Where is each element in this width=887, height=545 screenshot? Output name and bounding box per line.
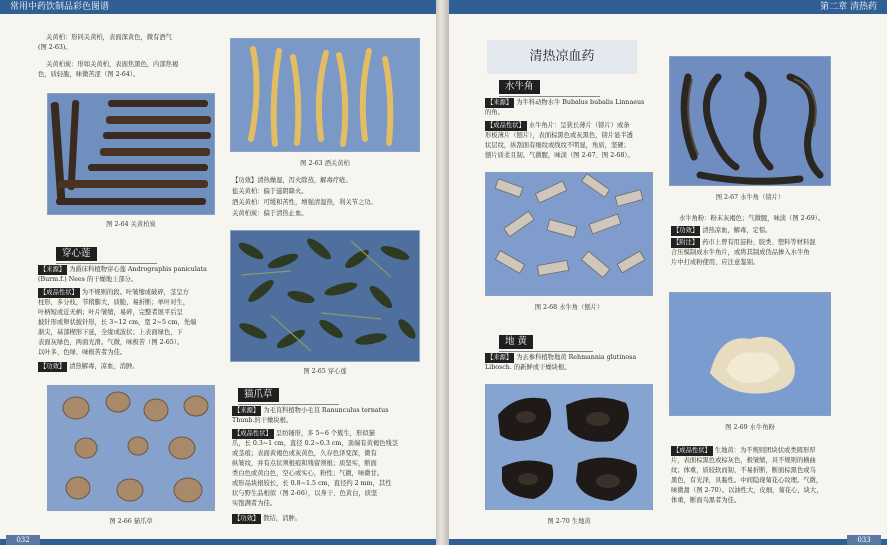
caption-fig-2-64: 图 2-64 关黄柏炭	[106, 221, 156, 228]
category-title: 清热凉血药	[487, 40, 637, 74]
caption-fig-2-63: 图 2-63 酒关黄柏	[300, 160, 350, 167]
trait-line: 片，表面棕黑色或棕灰色，极皱缩，具不规则的横曲	[671, 457, 816, 464]
effect-line: 关黄柏炭：偏于清热止血。	[232, 210, 308, 217]
heading-rehmannia: 地 黄	[499, 335, 533, 349]
note-line: 合压模制成水牛角片，或将其制成伪品掺入水牛角	[671, 249, 810, 256]
intro-line: 关黄柏：形同关黄柏，表面深黄色，微有酒气	[46, 34, 172, 41]
left-footer-bar	[0, 539, 436, 545]
caption-fig-2-70: 图 2-70 生地黄	[547, 518, 591, 525]
trait-line: 或茎痕；表面黄褐色或灰黄色，久存色泽变深，微有	[232, 450, 377, 457]
left-page-number: 032	[6, 535, 40, 545]
photo-buffalo-horn-powder	[669, 292, 831, 416]
intro-line: 色，质轻脆，味微苦涩（图 2-64）。	[38, 71, 140, 78]
effect-line: 盐关黄柏：偏于滋阴降火。	[232, 188, 308, 195]
photo-buffalo-horn-slices	[669, 56, 831, 186]
photo-wine-phellodendron	[230, 38, 420, 152]
label-source: 【来源】	[487, 354, 513, 361]
label-trait: 【成品性状】	[487, 122, 525, 129]
caption-fig-2-68: 图 2-68 水牛角（刨片）	[534, 304, 604, 311]
heading-radix-ranunculi: 猫爪草	[238, 388, 279, 402]
powder-line: 水牛角粉：粉末灰褐色；气微腥，味淡（图 2-69）。	[679, 215, 825, 222]
left-running-header: 常用中药饮制品彩色图谱	[0, 0, 436, 14]
source-line: 为玄参科植物地黄 Rehmannia glutinosa	[516, 354, 637, 361]
trait-line: 生地黄：为不规则团块状或类圆形厚	[714, 447, 816, 454]
trait-line: 表面灰绿色，两面光滑。气微，味极苦（图 2-65）。	[38, 339, 184, 346]
trait-line: 水牛角片：呈狭长薄片（镑片）或条	[528, 122, 630, 129]
photo-radix-ranunculi	[47, 385, 215, 511]
trait-line: 或形品块根较长，长 0.8~1.5 cm，直径约 2 mm，其性	[232, 480, 392, 487]
trait-line: 柱形，多分枝，节稍膨大，质脆，易折断；单叶对生，	[38, 299, 190, 306]
label-trait: 【成品性状】	[673, 447, 711, 454]
caption-fig-2-65: 图 2-65 穿心莲	[303, 368, 347, 375]
book-spine	[436, 0, 449, 545]
note-line: 片中打成粉使用，应注意鉴别。	[671, 259, 760, 266]
photo-rehmannia	[485, 384, 653, 510]
source-line: 的角。	[485, 109, 504, 116]
trait-line: 呈纺锤形，多 5~6 个簇生，形似猫	[275, 430, 375, 437]
note-line: 药市上曾有用淀粉、胶类、塑料等材料混	[702, 239, 816, 246]
trait-line: 纵皱纹，并有点状须根痕和残留须根；质坚实，断面	[232, 460, 377, 467]
label-source: 【来源】	[40, 266, 66, 273]
trait-line: 纹；体重，质较软而韧，不易折断，断面棕黑色或乌	[671, 467, 816, 474]
heading-buffalo-horn: 水牛角	[499, 80, 540, 94]
heading-andrographis: 穿心莲	[56, 247, 97, 261]
photo-andrographis	[230, 230, 420, 362]
source-line: Libosch. 的新鲜或干燥块根。	[485, 364, 571, 371]
label-trait: 【成品性状】	[40, 289, 78, 296]
label-effect: 【功效】	[673, 227, 699, 234]
intro-line: 关黄柏炭：形如关黄柏，表面焦黑色，内部焦褐	[46, 61, 179, 68]
effect-text: 散结，消肿。	[263, 515, 301, 522]
source-line: Thunb.的干燥块根。	[232, 417, 293, 424]
intro-line: (图 2-63)。	[38, 44, 72, 51]
caption-fig-2-66: 图 2-66 猫爪草	[109, 518, 153, 525]
label-trait: 【成品性状】	[234, 430, 272, 437]
right-page	[449, 0, 887, 545]
effect-line: 【功效】清热燥湿，泻火除蒸，解毒疗疮。	[232, 177, 352, 184]
label-source: 【来源】	[487, 99, 513, 106]
label-source: 【来源】	[234, 407, 260, 414]
source-line: 为牛科动物水牛 Bubalus bubalis Linnaeus	[516, 99, 645, 106]
right-footer-bar	[449, 539, 887, 545]
trait-line: 状与野生品相似（图 2-66），以身干、色黄白，质坚	[232, 490, 378, 497]
caption-fig-2-67: 图 2-67 水牛角（镑片）	[715, 194, 785, 201]
trait-line: 以叶多、色绿、味极苦者为佳。	[38, 349, 127, 356]
trait-line: 为不规则的段。叶皱缩或破碎，茎呈方	[81, 289, 189, 296]
right-page-number: 033	[847, 535, 881, 545]
label-effect: 【功效】	[40, 363, 66, 370]
source-line: (Burm.f.) Nees 的干燥地上部分。	[38, 276, 138, 283]
source-line: 为爵床科植物穿心莲 Andrographis paniculata	[69, 266, 207, 273]
source-line: 为毛茛科植物小毛茛 Ranunculus ternatus	[263, 407, 389, 414]
photo-charred-phellodendron	[47, 93, 215, 215]
trait-line: 刨片质柔且韧。气微腥，味淡（图 2-67、图 2-68）。	[485, 152, 634, 159]
trait-line: 黑色，有光泽，具黏性。中间隐现菊花心纹理。气微，	[671, 477, 823, 484]
trait-line: 渐尖，基部楔形下延，全缘或波状；上表面绿色，下	[38, 329, 183, 336]
trait-line: 味微甜（图 2-70）。以油性大，皮细，菊花心，块大，	[671, 487, 823, 494]
effect-line: 酒关黄柏：可缓和苦性，增强清湿热，利关节之功。	[232, 199, 377, 206]
label-note: 【附注】	[673, 239, 699, 246]
caption-fig-2-69: 图 2-69 水牛角粉	[725, 424, 775, 431]
right-running-header: 第二章 清热药	[449, 0, 887, 14]
effect-text: 清热凉血，解毒，定惊。	[702, 227, 772, 234]
photo-buffalo-horn-shavings	[485, 172, 653, 296]
trait-line: 爪，长 0.3~1 cm，直径 0.2~0.3 cm，顶端有黄褐色残茎	[232, 440, 399, 447]
left-page	[0, 0, 436, 545]
label-effect: 【功效】	[234, 515, 260, 522]
trait-line: 类白色或黄白色，空心或实心，粉性；气微，味微甘。	[232, 470, 384, 477]
trait-line: 实饱满者为佳。	[232, 500, 277, 507]
trait-line: 体重，断面乌黑者为佳。	[671, 497, 741, 504]
trait-line: 形板薄片（刨片），表面棕黑色或灰黑色，镑片显半透	[485, 132, 633, 139]
trait-line: 披针形或卵状披针形，长 3~12 cm，宽 2~5 cm，先端	[38, 319, 197, 326]
trait-line: 叶柄短或近无柄；叶片皱缩，易碎，完整者展平后呈	[38, 309, 183, 316]
trait-line: 状层纹，纵刮面有细纹或线纹不明显，角质，坚硬；	[485, 142, 630, 149]
effect-text: 清热解毒，凉血，消肿。	[69, 363, 139, 370]
